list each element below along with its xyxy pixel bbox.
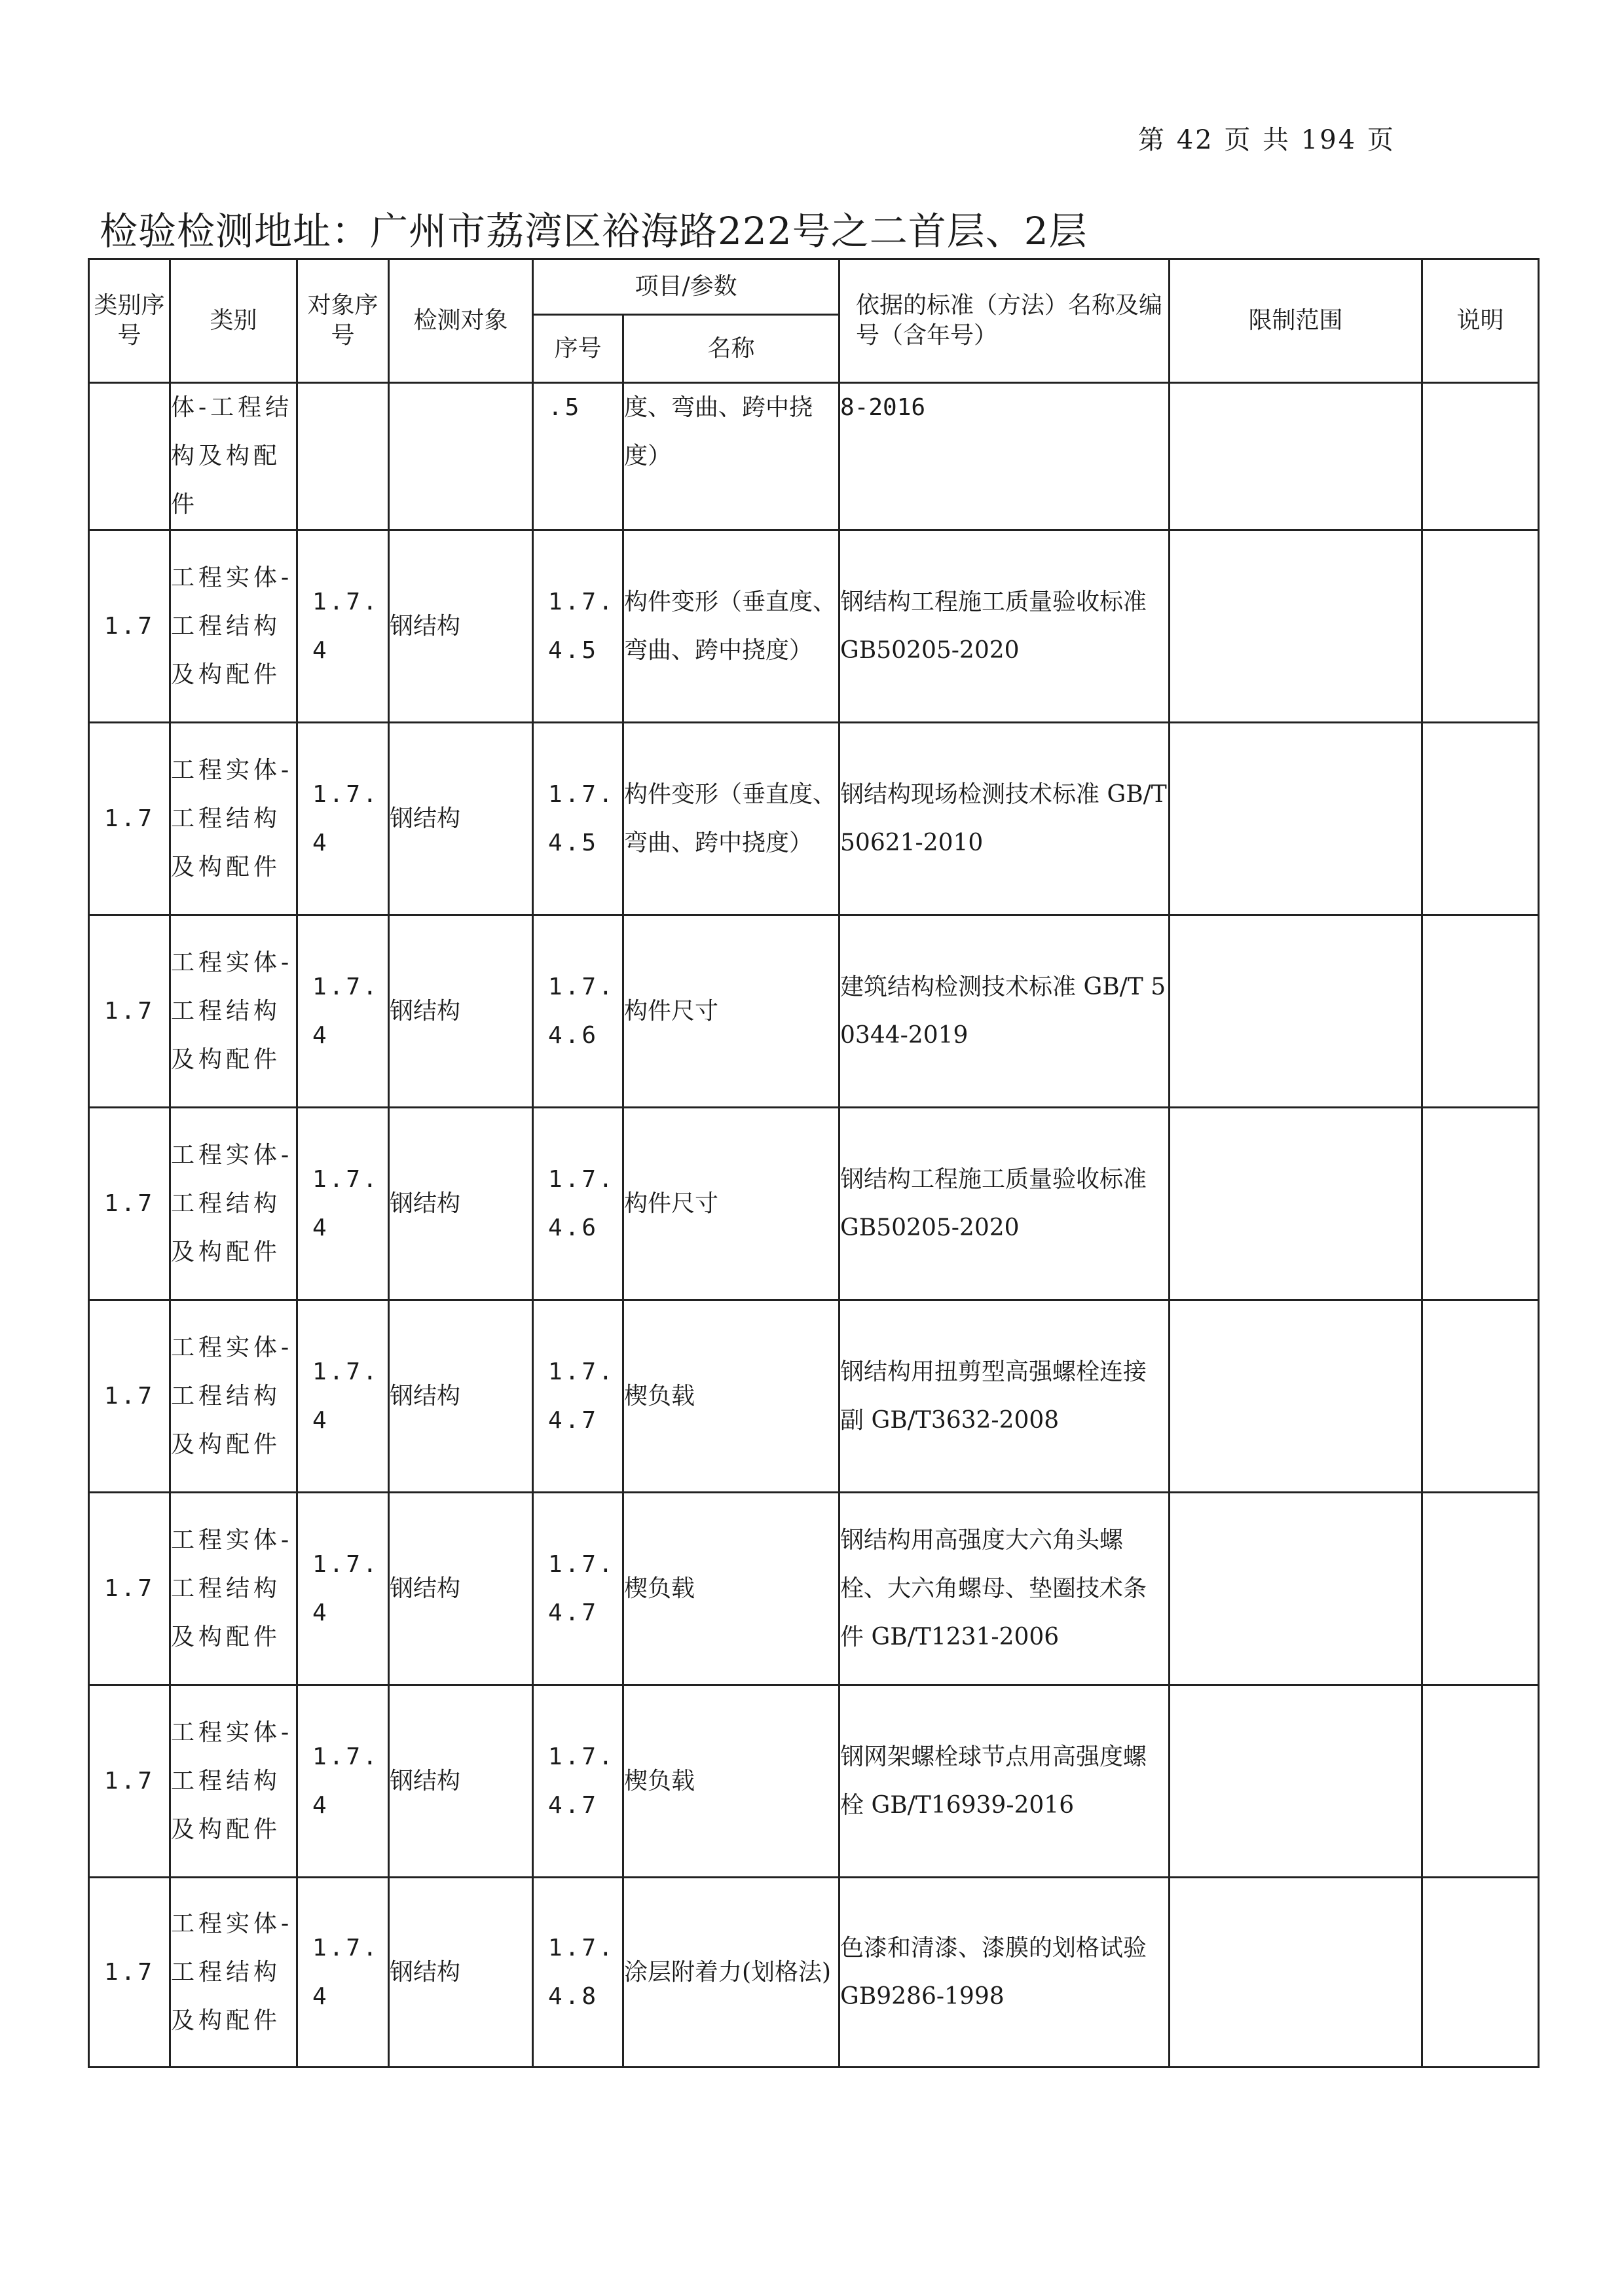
cell-object: 钢结构 xyxy=(389,530,533,723)
cell-cat-seq: 1.7 xyxy=(89,1493,170,1685)
header-item-group: 项目/参数 xyxy=(533,259,840,315)
table-row xyxy=(89,1878,1539,2068)
table-row xyxy=(89,383,1539,530)
cell-limit xyxy=(1170,1300,1422,1493)
cell-note xyxy=(1422,1108,1539,1300)
cell-category: 工程实体-工程结构及构配件 xyxy=(170,1300,297,1493)
cell-note xyxy=(1422,1493,1539,1685)
cell-note xyxy=(1422,530,1539,723)
table-row xyxy=(89,723,1539,915)
inspection-table xyxy=(88,258,1540,2068)
cell-obj-seq: 1.7.4 xyxy=(297,915,389,1108)
cell-obj-seq: 1.7.4 xyxy=(297,723,389,915)
cell-cat-seq: 1.7 xyxy=(89,1878,170,2068)
cell-standard: 钢结构用高强度大六角头螺栓、大六角螺母、垫圈技术条件 GB/T1231-2006 xyxy=(840,1493,1170,1685)
header-note: 说明 xyxy=(1422,259,1539,383)
cell-note xyxy=(1422,723,1539,915)
cell-cat-seq: 1.7 xyxy=(89,1300,170,1493)
cell-cat-seq: 1.7 xyxy=(89,915,170,1108)
cell-item-seq: 1.7.4.7 xyxy=(533,1685,623,1878)
cell-item-name: 构件变形（垂直度、弯曲、跨中挠度） xyxy=(623,723,840,915)
cell-item-seq: 1.7.4.5 xyxy=(533,530,623,723)
cell-limit xyxy=(1170,723,1422,915)
table-row xyxy=(89,530,1539,723)
cell-cat-seq: 1.7 xyxy=(89,1108,170,1300)
cell-standard: 建筑结构检测技术标准 GB/T 50344-2019 xyxy=(840,915,1170,1108)
cell-obj-seq: 1.7.4 xyxy=(297,1685,389,1878)
cell-item-name: 涂层附着力(划格法) xyxy=(623,1878,840,2068)
cell-cat-seq: 1.7 xyxy=(89,530,170,723)
cell-obj-seq: 1.7.4 xyxy=(297,1878,389,2068)
cell-category: 工程实体-工程结构及构配件 xyxy=(170,1685,297,1878)
cell-cat-seq: 1.7 xyxy=(89,723,170,915)
cell-note xyxy=(1422,1685,1539,1878)
cell-object: 钢结构 xyxy=(389,1878,533,2068)
page-title: 检验检测地址：广州市荔湾区裕海路222号之二首层、2层 xyxy=(100,209,1088,253)
cell-item-name: 楔负载 xyxy=(623,1300,840,1493)
cell-standard: 钢网架螺栓球节点用高强度螺栓 GB/T16939-2016 xyxy=(840,1685,1170,1878)
cell-standard: 钢结构现场检测技术标准 GB/T50621-2010 xyxy=(840,723,1170,915)
cell-item-seq: 1.7.4.5 xyxy=(533,723,623,915)
cell-limit xyxy=(1170,383,1422,530)
cell-object: 钢结构 xyxy=(389,915,533,1108)
cell-object: 钢结构 xyxy=(389,1108,533,1300)
cell-note xyxy=(1422,1300,1539,1493)
cell-item-name: 楔负载 xyxy=(623,1493,840,1685)
cell-standard: 钢结构工程施工质量验收标准 GB50205-2020 xyxy=(840,530,1170,723)
cell-item-name: 构件尺寸 xyxy=(623,915,840,1108)
cell-category: 工程实体-工程结构及构配件 xyxy=(170,530,297,723)
cell-note xyxy=(1422,915,1539,1108)
cell-limit xyxy=(1170,1108,1422,1300)
cell-obj-seq: 1.7.4 xyxy=(297,1300,389,1493)
cell-object: 钢结构 xyxy=(389,1685,533,1878)
table-row xyxy=(89,1300,1539,1493)
cell-item-seq: .5 xyxy=(533,383,623,530)
cell-limit xyxy=(1170,1878,1422,2068)
header-object: 检测对象 xyxy=(389,259,533,383)
header-cat-seq: 类别序号 xyxy=(89,259,170,383)
cell-item-seq: 1.7.4.8 xyxy=(533,1878,623,2068)
cell-obj-seq: 1.7.4 xyxy=(297,1108,389,1300)
cell-standard: 钢结构工程施工质量验收标准 GB50205-2020 xyxy=(840,1108,1170,1300)
cell-item-seq: 1.7.4.6 xyxy=(533,915,623,1108)
header-standard: 依据的标准（方法）名称及编号（含年号） xyxy=(840,259,1170,383)
cell-category: 体-工程结构及构配件 xyxy=(170,383,297,530)
cell-item-name: 构件尺寸 xyxy=(623,1108,840,1300)
cell-object xyxy=(389,383,533,530)
cell-standard: 色漆和清漆、漆膜的划格试验 GB9286-1998 xyxy=(840,1878,1170,2068)
cell-limit xyxy=(1170,1685,1422,1878)
cell-item-seq: 1.7.4.7 xyxy=(533,1300,623,1493)
cell-object: 钢结构 xyxy=(389,723,533,915)
cell-obj-seq: 1.7.4 xyxy=(297,530,389,723)
header-category: 类别 xyxy=(170,259,297,383)
table-row xyxy=(89,1108,1539,1300)
cell-category: 工程实体-工程结构及构配件 xyxy=(170,1878,297,2068)
cell-item-name: 度、弯曲、跨中挠度） xyxy=(623,383,840,530)
cell-cat-seq xyxy=(89,383,170,530)
cell-category: 工程实体-工程结构及构配件 xyxy=(170,1493,297,1685)
cell-note xyxy=(1422,1878,1539,2068)
cell-note xyxy=(1422,383,1539,530)
cell-cat-seq: 1.7 xyxy=(89,1685,170,1878)
header-item-seq: 序号 xyxy=(533,315,623,383)
cell-object: 钢结构 xyxy=(389,1493,533,1685)
header-item-name: 名称 xyxy=(623,315,840,383)
cell-item-name: 构件变形（垂直度、弯曲、跨中挠度） xyxy=(623,530,840,723)
cell-standard: 8-2016 xyxy=(840,383,1170,530)
cell-limit xyxy=(1170,915,1422,1108)
cell-item-name: 楔负载 xyxy=(623,1685,840,1878)
cell-category: 工程实体-工程结构及构配件 xyxy=(170,723,297,915)
table-row xyxy=(89,1685,1539,1878)
cell-limit xyxy=(1170,1493,1422,1685)
cell-item-seq: 1.7.4.7 xyxy=(533,1493,623,1685)
cell-standard: 钢结构用扭剪型高强螺栓连接副 GB/T3632-2008 xyxy=(840,1300,1170,1493)
header-obj-seq: 对象序号 xyxy=(297,259,389,383)
cell-limit xyxy=(1170,530,1422,723)
header-limit: 限制范围 xyxy=(1170,259,1422,383)
table-row xyxy=(89,915,1539,1108)
cell-category: 工程实体-工程结构及构配件 xyxy=(170,915,297,1108)
table-row xyxy=(89,1493,1539,1685)
cell-category: 工程实体-工程结构及构配件 xyxy=(170,1108,297,1300)
cell-obj-seq: 1.7.4 xyxy=(297,1493,389,1685)
page-number: 第 42 页 共 194 页 xyxy=(1138,125,1395,155)
cell-object: 钢结构 xyxy=(389,1300,533,1493)
cell-obj-seq xyxy=(297,383,389,530)
cell-item-seq: 1.7.4.6 xyxy=(533,1108,623,1300)
